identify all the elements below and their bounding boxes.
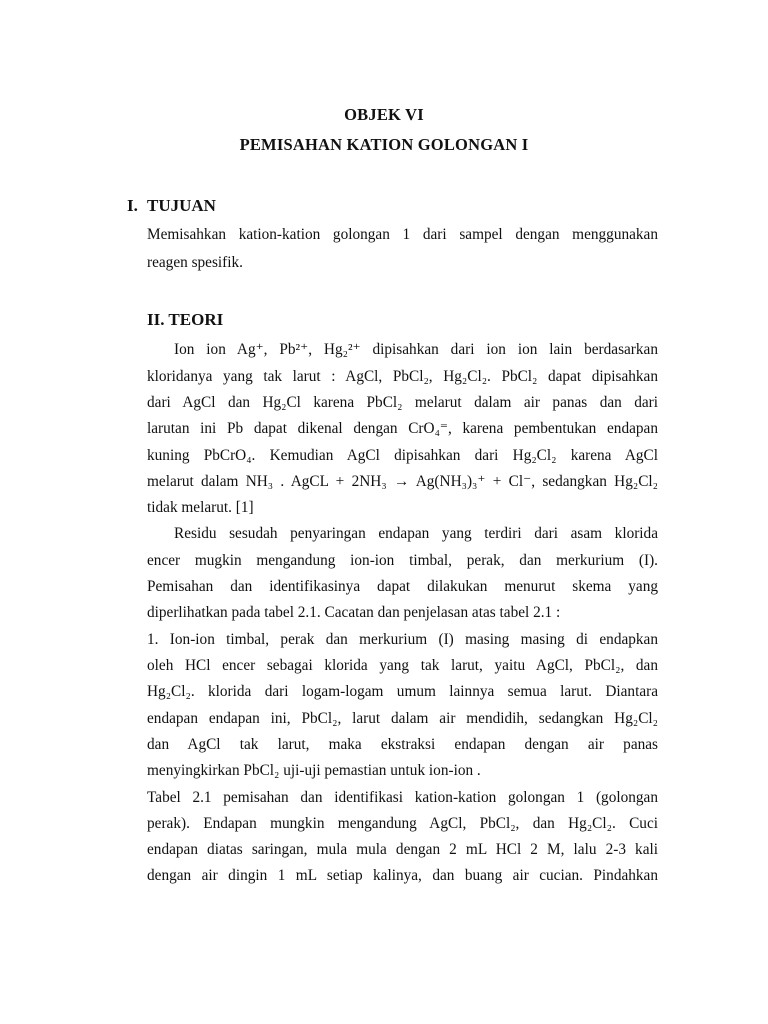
section-title: TUJUAN [147, 196, 216, 215]
paragraph-line: dari AgCl dan Hg₂Cl karena PbCl₂ melarut dalam air panas dan dari [147, 394, 658, 411]
paragraph-line: Pemisahan dan identifikasinya dapat dilakukan menurut skema yang [147, 578, 658, 595]
paragraph-line: diperlihatkan pada tabel 2.1. Cacatan dan penjelasan atas tabel 2.1 : [147, 604, 561, 621]
paragraph-line: endapan diatas saringan, mula mula dengan 2 mL HCl 2 M, lalu 2-3 kali [147, 841, 658, 858]
paragraph-line: kuning PbCrO₄. Kemudian AgCl dipisahkan dari Hg₂Cl₂ karena AgCl [147, 447, 658, 464]
paragraph-line: Residu sesudah penyaringan endapan yang terdiri dari asam klorida [174, 525, 658, 542]
list-item-line: dan AgCl tak larut, maka ekstraksi endapan dengan air panas [147, 736, 658, 753]
paragraph-line: reagen spesifik. [147, 254, 243, 271]
paragraph-line: kloridanya yang tak larut : AgCl, PbCl₂, Hg₂Cl₂. PbCl₂ dapat dipisahkan [147, 368, 658, 385]
page-subtitle: PEMISAHAN KATION GOLONGAN I [239, 135, 529, 154]
paragraph-line: encer mugkin mengandung ion-ion timbal, perak, dan merkurium (I). [147, 552, 658, 569]
paragraph-line: larutan ini Pb dapat dikenal dengan CrO₄⁼, karena pembentukan endapan [147, 420, 658, 437]
section-heading-teori: II. TEORI [147, 310, 224, 329]
list-item-line: endapan endapan ini, PbCl₂, larut dalam air mendidih, sedangkan Hg₂Cl₂ [147, 710, 658, 727]
paragraph-line: melarut dalam NH₃ . AgCL + 2NH₃ → Ag(NH₃)₃⁺ + Cl⁻, sedangkan Hg₂Cl₂ [147, 473, 658, 490]
list-item-line: oleh HCl encer sebagai klorida yang tak larut, yaitu AgCl, PbCl₂, dan [147, 657, 658, 674]
section-heading-tujuan [127, 196, 216, 216]
paragraph-line: Memisahkan kation-kation golongan 1 dari sampel dengan menggunakan [147, 226, 658, 243]
list-item-line: Hg₂Cl₂. klorida dari logam-logam umum lainnya semua larut. Diantara [147, 683, 658, 700]
page-title: OBJEK VI [344, 105, 424, 124]
list-item-line: menyingkirkan PbCl₂ uji-uji pemastian untuk ion-ion . [147, 762, 481, 779]
section-number: I. [127, 196, 138, 215]
paragraph-line: tidak melarut. [1] [147, 499, 254, 516]
paragraph-line: perak). Endapan mungkin mengandung AgCl, PbCl₂, dan Hg₂Cl₂. Cuci [147, 815, 658, 832]
paragraph-line: Tabel 2.1 pemisahan dan identifikasi kation-kation golongan 1 (golongan [147, 789, 658, 806]
paragraph-line: Ion ion Ag⁺, Pb²⁺, Hg₂²⁺ dipisahkan dari ion ion lain berdasarkan [174, 341, 658, 358]
paragraph-line: dengan air dingin 1 mL setiap kalinya, dan buang air cucian. Pindahkan [147, 867, 658, 884]
list-item-line: 1. Ion-ion timbal, perak dan merkurium (I) masing masing di endapkan [147, 631, 658, 648]
